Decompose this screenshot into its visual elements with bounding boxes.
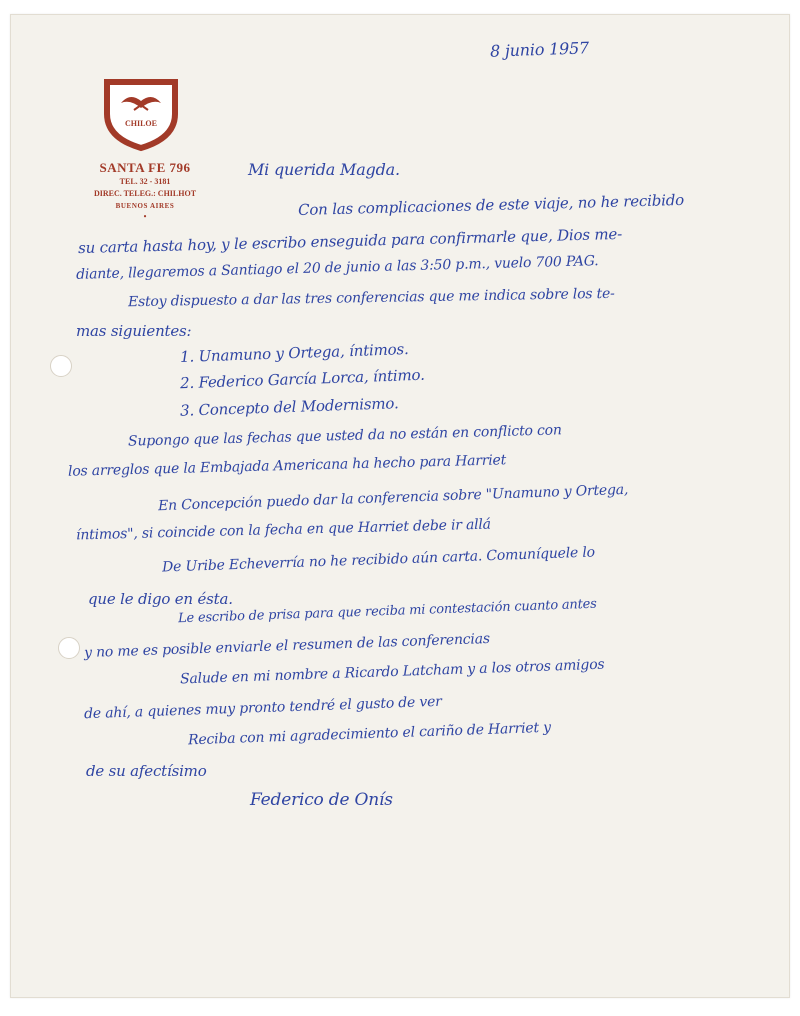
letterhead-cable-address: DIREC. TELEG.: CHILHOT — [93, 189, 197, 198]
letterhead-city: BUENOS AIRES — [115, 202, 175, 210]
body-line-19: Reciba con mi agradecimiento el cariño de Harriet y — [187, 719, 552, 749]
list-item-1: 1. Unamuno y Ortega, íntimos. — [179, 340, 409, 366]
body-line-2: su carta hasta hoy, y le escribo enseguida para confirmarle que, Dios me- — [77, 224, 623, 258]
body-line-10: los arreglos que la Embajada Americana ha hecho para Harriet — [67, 452, 507, 480]
letter-date: 8 junio 1957 — [489, 38, 590, 61]
body-line-16: y no me es posible enviarle el resumen de las conferencias — [83, 630, 491, 662]
body-line-9: Supongo que las fechas que usted da no están en conflicto con — [127, 422, 562, 450]
body-line-3: diante, llegaremos a Santiago el 20 de junio a las 3:50 p.m., vuelo 700 PAG. — [75, 253, 599, 283]
body-line-18: de ahí, a quienes muy pronto tendré el gusto de ver — [83, 693, 442, 723]
body-line-4: Estoy dispuesto a dar las tres conferencias que me indica sobre los te- — [127, 285, 615, 311]
body-line-13: De Uribe Echeverría no he recibido aún carta. Comuníquele lo — [161, 544, 596, 576]
letterhead-telephone: TEL. 32 - 3181 — [119, 177, 171, 186]
crest-text: CHILOE — [124, 119, 158, 128]
body-line-14: que le digo en ésta. — [88, 590, 233, 608]
body-line-1: Con las complicaciones de este viaje, no he recibido — [297, 190, 685, 220]
letterhead-dot: • — [143, 212, 147, 221]
punch-hole-bottom — [58, 637, 80, 659]
hotel-crest-logo — [103, 76, 179, 152]
list-item-3: 3. Concepto del Modernismo. — [179, 394, 399, 420]
greeting: Mi querida Magda. — [248, 160, 400, 179]
body-line-15: Le escribo de prisa para que reciba mi contestación cuanto antes — [177, 596, 597, 627]
signature: Federico de Onís — [250, 790, 393, 810]
body-line-17: Salude en mi nombre a Ricardo Latcham y a los otros amigos — [179, 656, 605, 688]
letterhead-address: SANTA FE 796 — [99, 160, 191, 175]
body-line-11: En Concepción puedo dar la conferencia sobre "Unamuno y Ortega, — [157, 481, 629, 515]
body-line-20: de su afectísimo — [86, 762, 207, 780]
body-line-5: mas siguientes: — [76, 322, 192, 340]
punch-hole-top — [50, 355, 72, 377]
list-item-2: 2. Federico García Lorca, íntimo. — [179, 365, 425, 393]
body-line-12: íntimos", si coincide con la fecha en que Harriet debe ir allá — [75, 516, 492, 544]
